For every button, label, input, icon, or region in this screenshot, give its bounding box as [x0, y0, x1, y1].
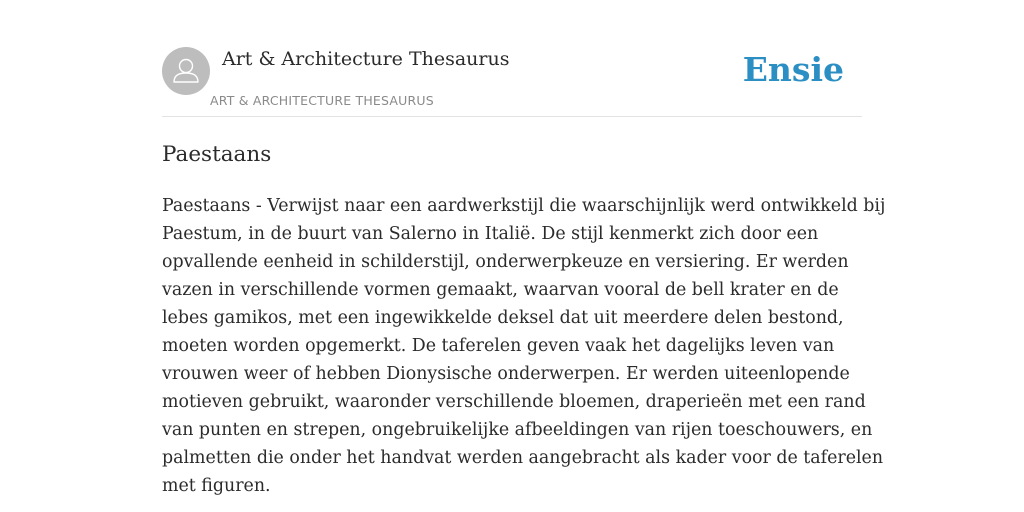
article-body-line: opvallende eenheid in schilderstijl, onderwerpkeuze en versiering. Er werden: [162, 252, 849, 272]
article-title: Paestaans: [162, 142, 272, 167]
article-body-line: palmetten die onder het handvat werden aangebracht als kader voor de taferelen: [162, 448, 884, 468]
author-subtitle: ART & ARCHITECTURE THESAURUS: [210, 93, 434, 108]
article-body-line: motieven gebruikt, waaronder verschillende bloemen, draperieën met een rand: [162, 392, 866, 412]
article-body: [162, 192, 886, 500]
article-body-line: lebes gamikos, met een ingewikkelde deksel dat uit meerdere delen bestond,: [162, 308, 844, 328]
avatar[interactable]: [162, 47, 210, 95]
article-body-line: met figuren.: [162, 476, 271, 496]
article-body-line: Paestum, in de buurt van Salerno in Italië. De stijl kenmerkt zich door een: [162, 224, 819, 244]
brand-logo[interactable]: Ensie: [742, 50, 844, 89]
article-body-line: vazen in verschillende vormen gemaakt, waarvan vooral de bell krater en de: [162, 280, 839, 300]
author-name[interactable]: Art & Architecture Thesaurus: [222, 48, 510, 70]
article-header: [162, 47, 862, 117]
article-body-line: Paestaans - Verwijst naar een aardwerkstijl die waarschijnlijk werd ontwikkeld bij: [162, 196, 886, 216]
article-body-line: vrouwen weer of hebben Dionysische onderwerpen. Er werden uiteenlopende: [162, 364, 850, 384]
article-body-line: van punten en strepen, ongebruikelijke afbeeldingen van rijen toeschouwers, en: [162, 420, 873, 440]
article-body-line: moeten worden opgemerkt. De taferelen geven vaak het dagelijks leven van: [162, 336, 835, 356]
user-placeholder-icon: [162, 47, 210, 95]
